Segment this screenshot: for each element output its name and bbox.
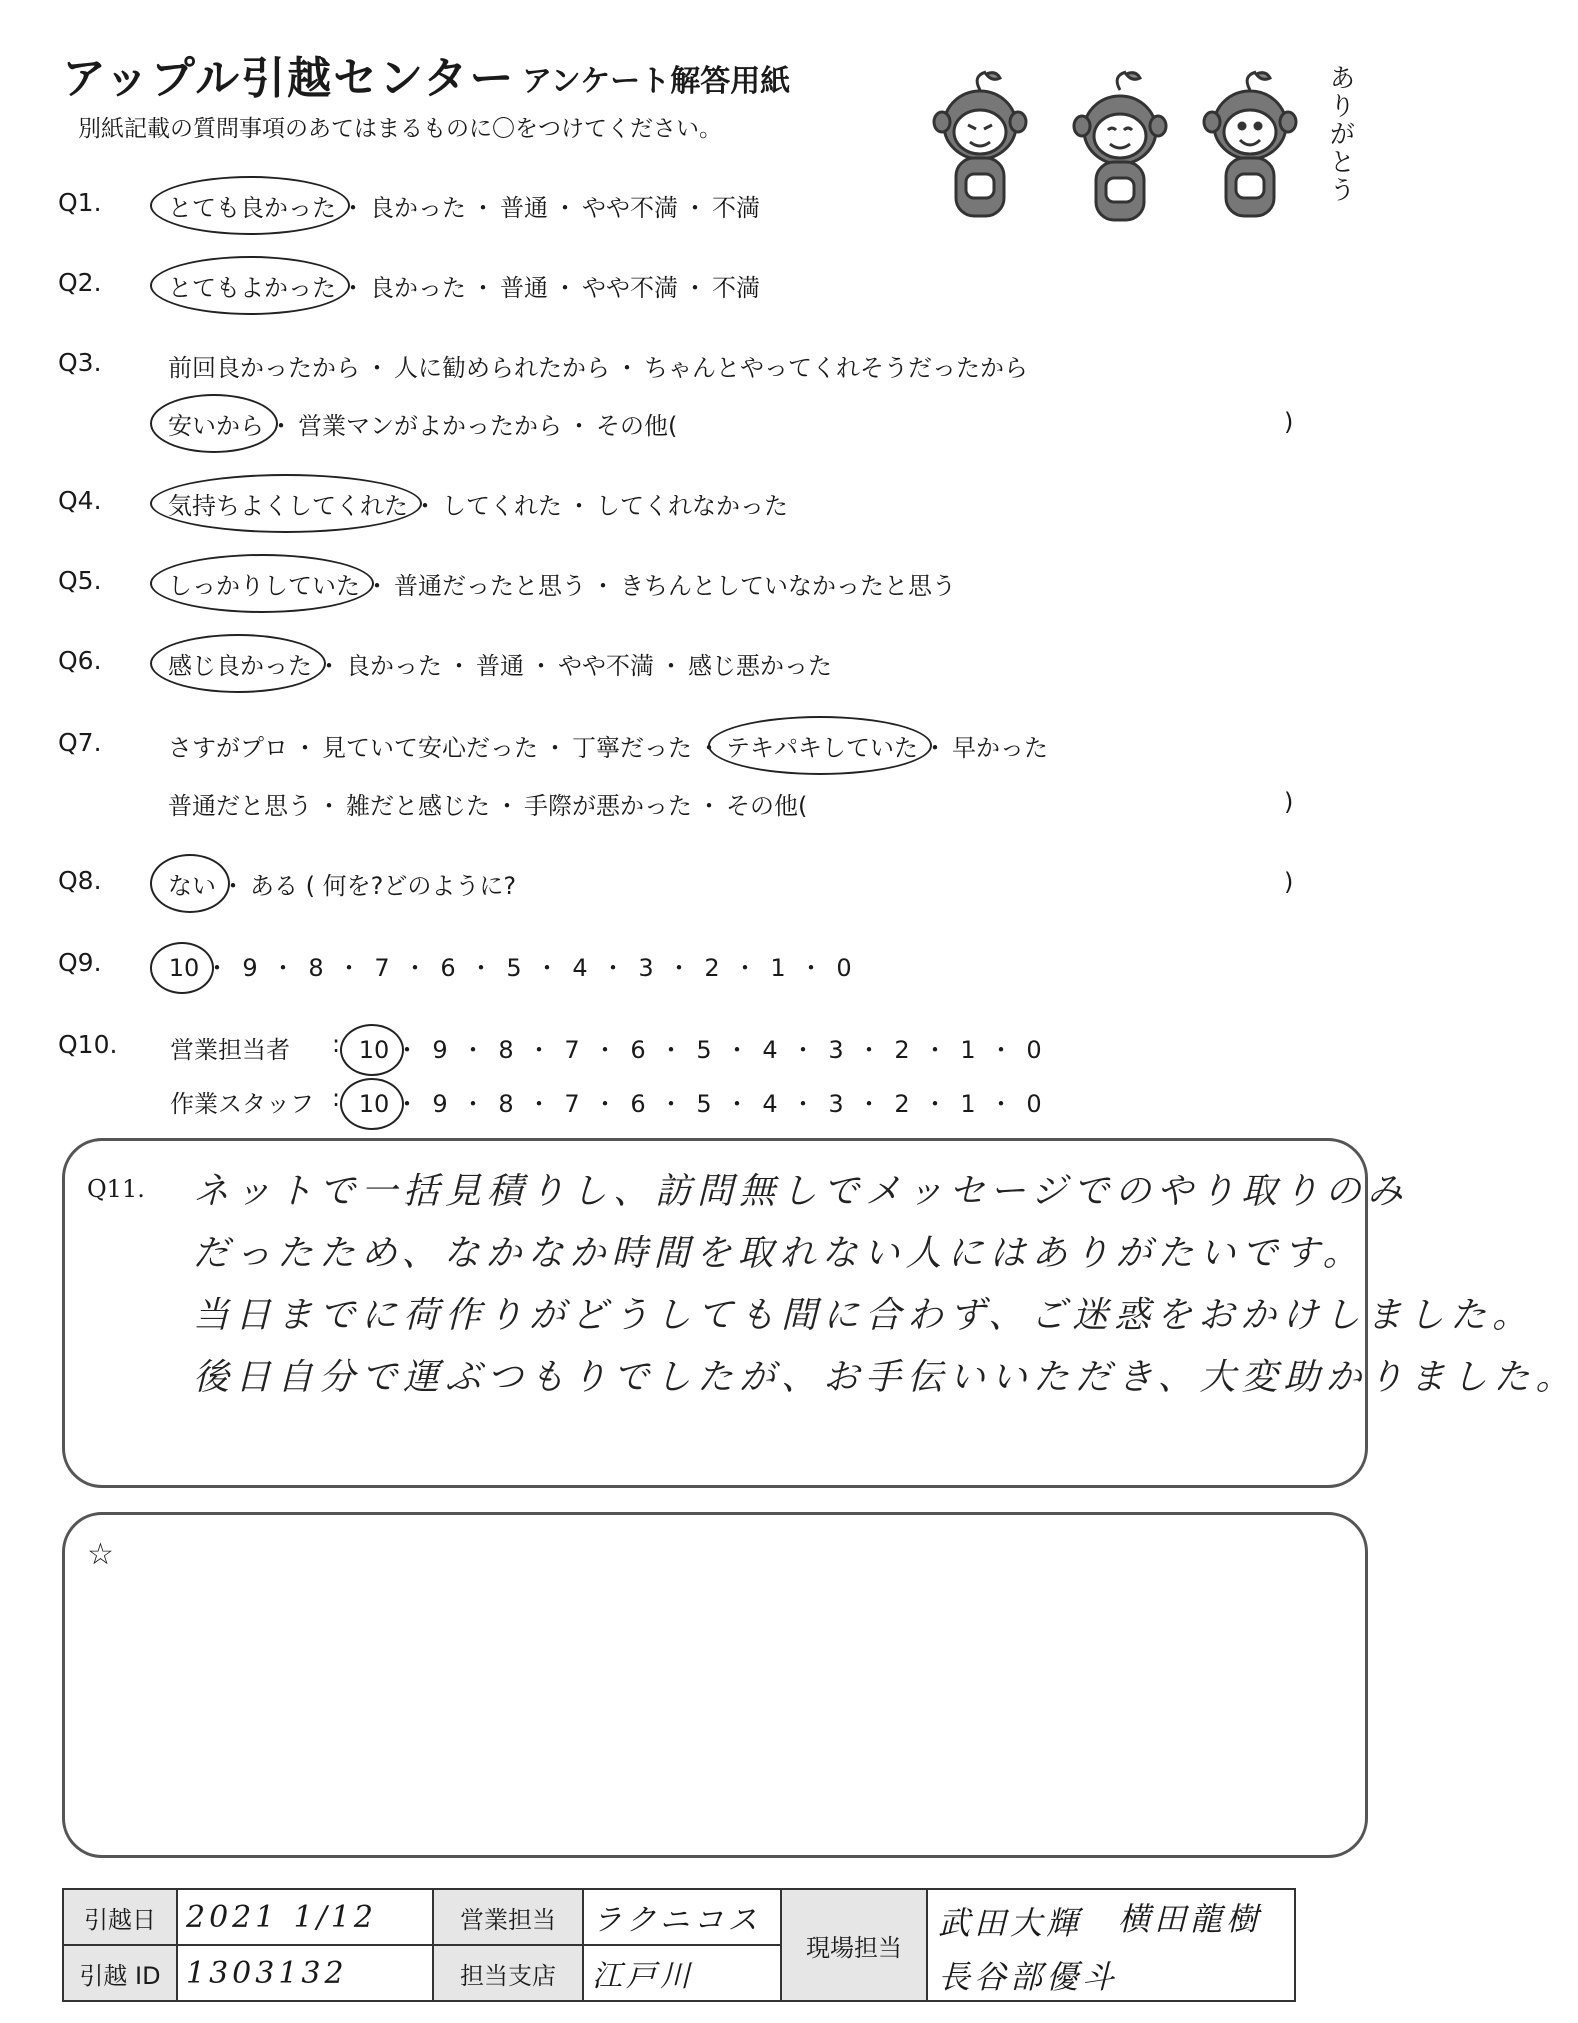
sales-rep-field[interactable] <box>583 1889 781 1945</box>
q6-option-selected[interactable]: 感じ良かった <box>168 646 312 681</box>
q8-option[interactable]: ある ( 何を?どのように? <box>250 872 517 900</box>
q4-option[interactable]: してくれた <box>442 492 562 520</box>
move-id-value: 1303132 <box>186 1955 348 1991</box>
q10-sales-score[interactable]: 8 <box>498 1036 514 1064</box>
site-staff-value: 武田大輝 <box>938 1904 1083 1942</box>
q5-option[interactable]: 普通だったと思う <box>394 572 586 600</box>
q9-scale: 10 ・ 9 ・ 8 ・ 7 ・ 6 ・ 5 ・ 4 ・ 3 ・ 2 ・ 1 ・ 0 <box>168 948 860 983</box>
q7-option[interactable]: さすがプロ <box>168 734 288 762</box>
q9-score[interactable]: 9 <box>242 954 258 982</box>
q10-colon: : <box>332 1084 341 1112</box>
q10-sales-score[interactable]: 1 <box>960 1036 976 1064</box>
q8-option-selected[interactable]: ない <box>168 866 216 901</box>
q5-option-selected[interactable]: しっかりしていた <box>168 566 360 601</box>
monkey-mascots-illustration <box>900 60 1360 230</box>
site-staff-value: 長谷部優斗 <box>938 1958 1119 1996</box>
q3-close-paren: ) <box>1284 408 1294 436</box>
q9-score[interactable]: 2 <box>704 954 720 982</box>
q9-score[interactable]: 5 <box>506 954 522 982</box>
q7-close-paren: ) <box>1284 788 1294 816</box>
q8-label: Q8. <box>58 866 102 895</box>
q10-staff-score[interactable]: 9 <box>432 1090 448 1118</box>
q9-label: Q9. <box>58 948 102 977</box>
q10-staff-score[interactable]: 8 <box>498 1090 514 1118</box>
q3-options-line1: 前回良かったから ・ 人に勧められたから ・ ちゃんとやってくれそうだったから <box>168 348 1028 383</box>
q8-close-paren: ) <box>1284 868 1294 896</box>
sales-rep-value: ラクニコス <box>592 1903 762 1938</box>
q8-options: ない ・ ある ( 何を?どのように? <box>168 866 516 901</box>
branch-value: 江戸川 <box>592 1959 694 1994</box>
q10-sales-score[interactable]: 7 <box>564 1036 580 1064</box>
q7-label: Q7. <box>58 728 102 757</box>
q5-options: しっかりしていた ・ 普通だったと思う ・ きちんとしていなかったと思う <box>168 566 956 601</box>
q6-option[interactable]: 感じ悪かった <box>688 652 832 680</box>
q2-options: とてもよかった ・ 良かった ・ 普通 ・ やや不満 ・ 不満 <box>168 268 760 303</box>
q10-sales-score[interactable]: 2 <box>894 1036 910 1064</box>
move-date-day: 1/12 <box>293 1899 377 1935</box>
star-icon: ☆ <box>87 1537 114 1572</box>
q7-option[interactable]: 早かった <box>952 734 1048 762</box>
site-staff-label: 現場担当 <box>781 1889 927 2001</box>
q9-score[interactable]: 3 <box>638 954 654 982</box>
q3-option[interactable]: 営業マンがよかったから <box>298 412 562 440</box>
q9-score[interactable]: 8 <box>308 954 324 982</box>
q1-option[interactable]: 不満 <box>712 194 760 222</box>
q10-staff-score[interactable]: 3 <box>828 1090 844 1118</box>
q7-option-other[interactable]: その他( <box>726 792 808 820</box>
q10-sales-score[interactable]: 0 <box>1026 1036 1042 1064</box>
q10-sales-label: 営業担当者 <box>170 1036 290 1064</box>
q3-options-line2: 安いから ・ 営業マンがよかったから ・ その他( <box>168 406 677 441</box>
q5-option[interactable]: きちんとしていなかったと思う <box>620 572 956 600</box>
branch-label: 担当支店 <box>433 1945 583 2001</box>
footer-info-table <box>62 1888 1296 2002</box>
q6-options: 感じ良かった ・ 良かった ・ 普通 ・ やや不満 ・ 感じ悪かった <box>168 646 832 681</box>
q10-sales-score-selected[interactable]: 10 <box>358 1036 390 1064</box>
q10-sales-score[interactable]: 3 <box>828 1036 844 1064</box>
move-date-label: 引越日 <box>63 1889 177 1945</box>
q3-option-selected[interactable]: 安いから <box>168 406 264 441</box>
q4-options: 気持ちよくしてくれた ・ してくれた ・ してくれなかった <box>168 486 788 521</box>
q1-label: Q1. <box>58 188 102 217</box>
q2-option[interactable]: やや不満 <box>582 274 678 302</box>
q3-option-other[interactable]: その他( <box>596 412 678 440</box>
company-name: アップル引越センター <box>62 53 516 104</box>
q2-option[interactable]: 良かった <box>370 274 466 302</box>
q10-staff-score[interactable]: 1 <box>960 1090 976 1118</box>
q7-option[interactable]: 見ていて安心だった <box>322 734 538 762</box>
q1-options: とても良かった ・ 良かった ・ 普通 ・ やや不満 ・ 不満 <box>168 188 760 223</box>
q4-label: Q4. <box>58 486 102 515</box>
move-id-label: 引越 ID <box>63 1945 177 2001</box>
q10-sales-score[interactable]: 5 <box>696 1036 712 1064</box>
q6-option[interactable]: 普通 <box>476 652 524 680</box>
q10-staff-score[interactable]: 0 <box>1026 1090 1042 1118</box>
q11-label: Q11. <box>87 1175 145 1203</box>
q4-option-selected[interactable]: 気持ちよくしてくれた <box>168 486 408 521</box>
form-title: アンケート解答用紙 <box>522 64 791 99</box>
q10-sales-score[interactable]: 9 <box>432 1036 448 1064</box>
move-date-year: 2021 <box>186 1899 279 1935</box>
q10-staff-score[interactable]: 7 <box>564 1090 580 1118</box>
q9-score[interactable]: 1 <box>770 954 786 982</box>
q11-comment-box[interactable] <box>62 1138 1578 1488</box>
q9-score[interactable]: 6 <box>440 954 456 982</box>
q6-option[interactable]: やや不満 <box>558 652 654 680</box>
star-comment-box[interactable] <box>62 1512 1368 1858</box>
q7-option[interactable]: 普通だと思う <box>168 792 312 820</box>
q2-label: Q2. <box>58 268 102 297</box>
sales-rep-label: 営業担当 <box>433 1889 583 1945</box>
q10-sales-scale: 10 ・ 9 ・ 8 ・ 7 ・ 6 ・ 5 ・ 4 ・ 3 ・ 2 ・ 1 ・ 0 <box>358 1030 1050 1065</box>
q7-option[interactable]: 雑だと感じた <box>346 792 490 820</box>
q3-option[interactable]: 前回良かったから <box>168 354 360 382</box>
q1-option[interactable]: 普通 <box>500 194 548 222</box>
q10-staff-label: 作業スタッフ <box>170 1090 314 1118</box>
q3-option[interactable]: 人に勧められたから <box>394 354 610 382</box>
q6-label: Q6. <box>58 646 102 675</box>
q7-options-line2: 普通だと思う ・ 雑だと感じた ・ 手際が悪かった ・ その他( <box>168 786 807 821</box>
q2-option[interactable]: 不満 <box>712 274 760 302</box>
site-staff-field[interactable] <box>927 1889 1295 2001</box>
q4-option[interactable]: してくれなかった <box>596 492 788 520</box>
move-date-field[interactable] <box>177 1889 433 1945</box>
q2-option[interactable]: 普通 <box>500 274 548 302</box>
q7-option-selected[interactable]: テキパキしていた <box>726 728 918 763</box>
q10-staff-score[interactable]: 2 <box>894 1090 910 1118</box>
q3-option[interactable]: ちゃんとやってくれそうだったから <box>644 354 1028 382</box>
mascot-thanks-text: ありがとう <box>1325 64 1355 204</box>
instruction-text: 別紙記載の質問事項のあてはまるものに〇をつけてください。 <box>78 116 722 142</box>
q10-staff-score[interactable]: 5 <box>696 1090 712 1118</box>
q10-sales-score[interactable]: 4 <box>762 1036 778 1064</box>
q9-score[interactable]: 0 <box>836 954 852 982</box>
q3-label: Q3. <box>58 348 102 377</box>
q10-staff-score[interactable]: 6 <box>630 1090 646 1118</box>
q7-options-line1: さすがプロ ・ 見ていて安心だった ・ 丁寧だった ・ テキパキしていた ・ 早かった <box>168 728 1048 763</box>
q9-score[interactable]: 4 <box>572 954 588 982</box>
branch-field[interactable] <box>583 1945 781 2001</box>
q6-option[interactable]: 良かった <box>346 652 442 680</box>
q10-sales-score[interactable]: 6 <box>630 1036 646 1064</box>
q10-staff-scale: 10 ・ 9 ・ 8 ・ 7 ・ 6 ・ 5 ・ 4 ・ 3 ・ 2 ・ 1 ・ 0 <box>358 1084 1050 1119</box>
q10-label: Q10. <box>58 1030 118 1059</box>
q5-label: Q5. <box>58 566 102 595</box>
q10-staff-score-selected[interactable]: 10 <box>358 1090 390 1118</box>
q7-option[interactable]: 手際が悪かった <box>524 792 692 820</box>
q10-colon: : <box>332 1030 341 1058</box>
q7-option[interactable]: 丁寧だった <box>572 734 692 762</box>
q10-staff-score[interactable]: 4 <box>762 1090 778 1118</box>
q9-score-selected[interactable]: 10 <box>168 954 200 982</box>
q11-handwritten-line: ネットで一括見積りし、訪問無しでメッセージでのやり取りのみ <box>193 1171 1409 1212</box>
q2-option-selected[interactable]: とてもよかった <box>168 268 336 303</box>
site-staff-value: 横田龍樹 <box>1118 1900 1263 1938</box>
q1-option[interactable]: 良かった <box>370 194 466 222</box>
q1-option-selected[interactable]: とても良かった <box>168 188 336 223</box>
q1-option[interactable]: やや不満 <box>582 194 678 222</box>
q11-handwritten-line: 当日までに荷作りがどうしても間に合わず、ご迷惑をおかけしました。 <box>193 1295 1535 1336</box>
q11-handwritten-line: 後日自分で運ぶつもりでしたが、お手伝いいただき、大変助かりました。 <box>193 1357 1578 1398</box>
q11-handwritten-line: だったため、なかなか時間を取れない人にはありがたいです。 <box>193 1233 1365 1274</box>
q9-score[interactable]: 7 <box>374 954 390 982</box>
move-id-field[interactable] <box>177 1945 433 2001</box>
